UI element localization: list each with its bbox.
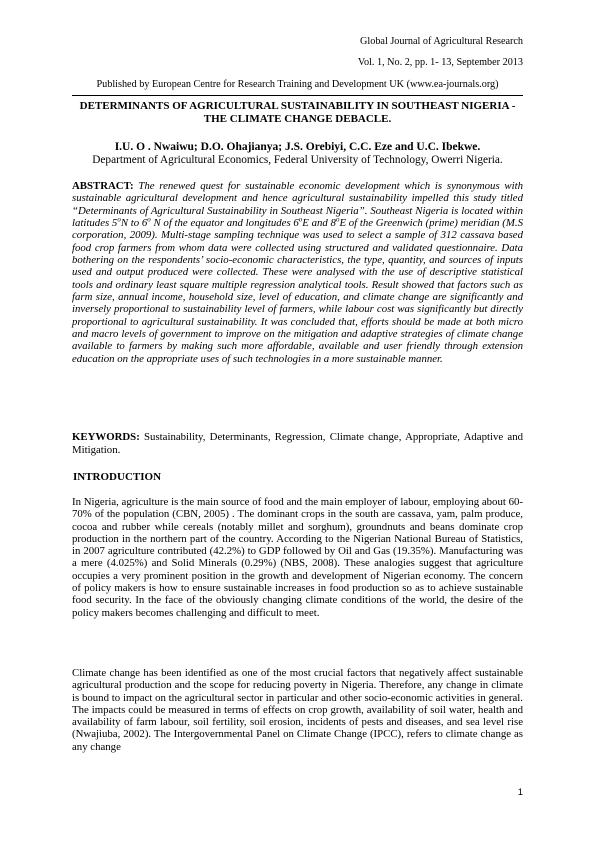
keywords [72,431,523,456]
publisher-line: Published by European Centre for Research Training and Development UK (www.ea-journals.org) [96,79,499,90]
abstract-text: The renewed quest for sustainable economic development which is synonymous with sustainable agricultural development and hence agricultural sustainability impelled this study titled “Determinants of Agricultural Sustainability in Southeast Nigeria”. Southeast Nigeria is located within latitudes 5$^o$N to 6$^o$ N of the equator and longitudes 6$^o$E and 8$^o$E of the Greenwich (prime) meridian (M.S corporation, 2009). Multi-stage sampling technique was used to select a sample of 312 cassava based food crop farmers from whom data were collected using structured and validated questionnaire. Data bothering on the respondents’ socio-economic characteristics, the type, quantity, and sources of inputs used and output produced were collected. These were analysed with the use of descriptive statistical tools and ordinary least square multiple regression analytical tools. Result showed that factors such as farm size, annual income, household size, level of education, and climate change are significantly and inversely proportional to sustainability level of farmers, while labour cost was significantly but directly proportional to agricultural sustainability. It was concluded that, efforts should be made at both micro and macro levels of government to improve on the mitigation and adaptive strategies of climate change available to farmers by making such more affordable, available and user friendly through extension education on the appropriate uses of such technologies in a more sustainable manner. [72,180,523,365]
abstract [72,180,523,365]
affiliation: Department of Agricultural Economics, Federal University of Technology, Owerri Nigeria. [92,154,503,166]
section-heading-introduction: INTRODUCTION [73,471,162,483]
keywords-label: KEYWORDS: [72,431,140,443]
body-paragraph: Climate change has been identified as one of the most crucial factors that negatively affect sustainable agricultural production and the scope for reducing poverty in Nigeria. Therefore, any change in climate is bound to impact on the agricultural sector in particular and other socio-economic activities in general. The impacts could be measured in terms of effects on crop growth, availability of soil water, health and availability of farm labour, soil fertility, soil erosion, incidents of pests and diseases, and sea level rise (Nwajiuba, 2002). The Intergovernmental Panel on Climate Change (IPCC), refers to climate change as any change [72,667,523,753]
body-paragraph: In Nigeria, agriculture is the main source of food and the main employer of labour, employing about 60-70% of the population (CBN, 2005) . The dominant crops in the south are cassava, yam, palm produce, cocoa and rubber while cereals (notably millet and sorghum), groundnuts and beans dominate crop production in the northern part of the country. According to the Nigerian National Bureau of Statistics, in 2007 agriculture contributed (42.2%) to GDP followed by Oil and Gas (19.35%). Manufacturing was a mere (4.025%) and Solid Minerals (0.29%) (NBS, 2008). These analogies suggest that agriculture occupies a very prominent position in the growth and development of Nigerian economy. The concern of policy makers is how to ensure sustainable increases in food production so as to achieve sustainable food security. In the face of the obviously changing climate conditions of the world, the desire of the policy makers becomes challenging and difficult to meet. [72,496,523,619]
abstract-label: ABSTRACT: [72,180,134,192]
journal-name: Global Journal of Agricultural Research [360,36,523,47]
header-divider [72,95,523,96]
keywords-text: Sustainability, Determinants, Regression, Climate change, Appropriate, Adaptive and Mitigation. [72,431,523,456]
authors: I.U. O . Nwaiwu; D.O. Ohajianya; J.S. Orebiyi, C.C. Eze and U.C. Ibekwe. [114,141,481,153]
page-number: 1 [517,787,523,798]
volume-info: Vol. 1, No. 2, pp. 1- 13, September 2013 [357,57,523,68]
paper-title: DETERMINANTS OF AGRICULTURAL SUSTAINABILITY IN SOUTHEAST NIGERIA -THE CLIMATE CHANGE DEBACLE. [79,100,516,125]
